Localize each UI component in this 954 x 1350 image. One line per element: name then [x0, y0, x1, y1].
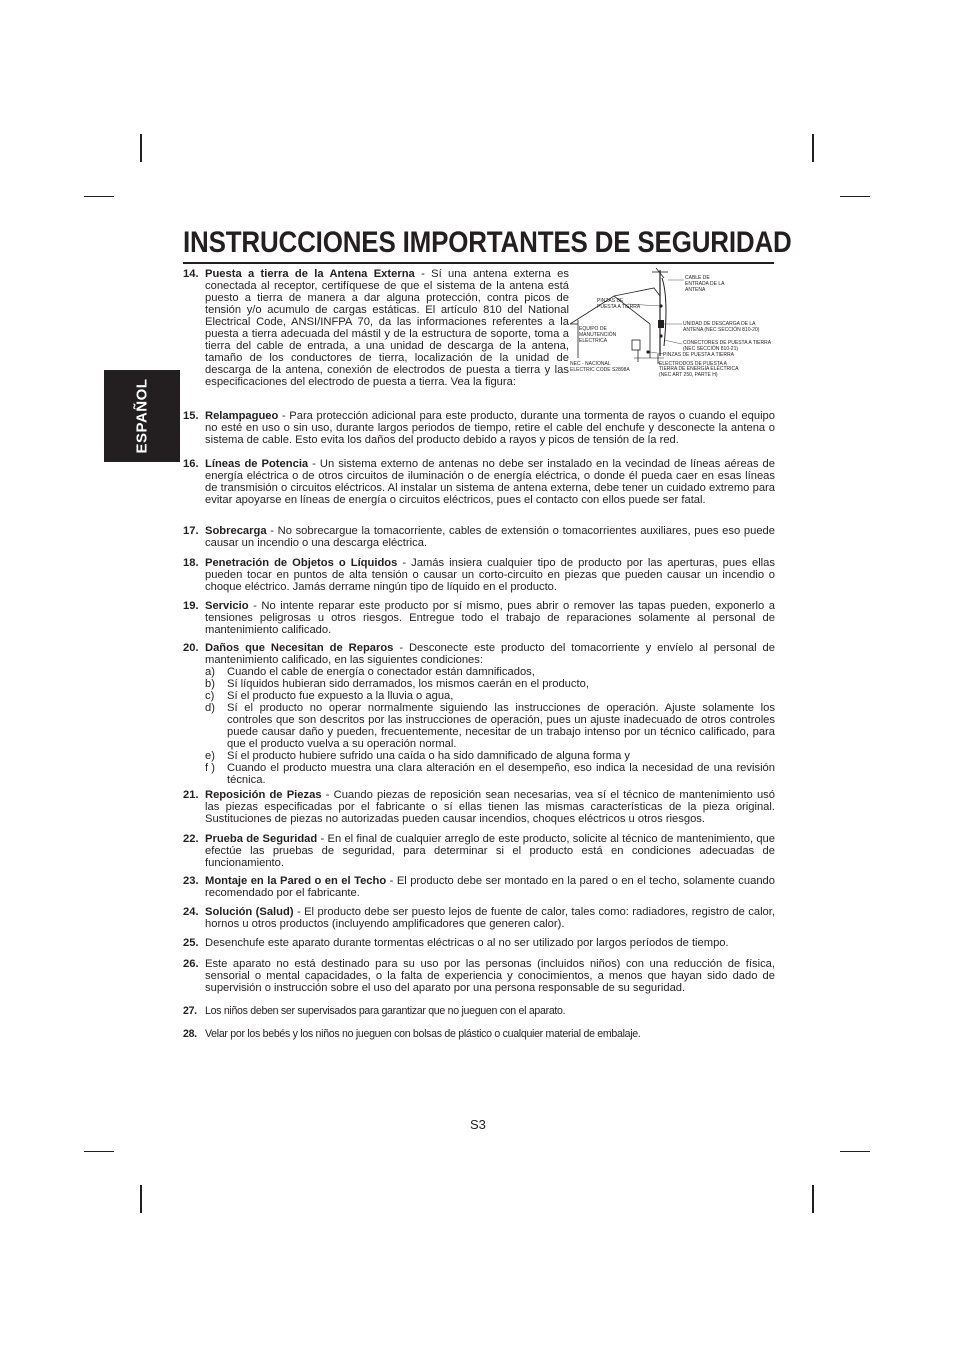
item-number: 24.: [183, 906, 199, 918]
page-number: S3: [470, 1117, 486, 1132]
item-text: Este aparato no está destinado para su uso por las personas (incluidos niños) con una reducción de física, sensorial o mental capacidades, o la falta de experiencia y conocimientos, a menos que hayan sido dado de supervisión o instrucción sobre el uso del aparato por una persona responsable de su seguridad.: [205, 958, 775, 994]
item-number: 18.: [183, 557, 199, 569]
condition-letter: b): [205, 678, 215, 690]
item-number: 19.: [183, 600, 199, 612]
diagram-label: CABLE DE: [685, 275, 710, 281]
item-body: [205, 1028, 775, 1040]
item-heading: Líneas de Potencia: [205, 458, 309, 470]
item-number: 23.: [183, 875, 199, 887]
diagram-label: ELECTRIC CODE S2898A: [570, 367, 630, 373]
diagram-label: ENTRADA DE LA: [685, 281, 725, 287]
item-text: - Sí una antena externa es conectada al receptor, certifíquese de que el sistema de la antena está puesto a tierra de manera a dar alguna protección, contra picos de tensión y/o acumulo de cargas estáticas. El artículo 810 del National Electrical Code, ANSI/INFPA 70, da las informaciones referentes a la puesta a tierra adecuada del mástil y de la estructura de soporte, toma a tierra del cable de entrada, a una unidad de descarga de la antena, tamaño de los conductores de tierra, localización de la unidad de descarga de la antena, conexión de electrodos de puesta a tierra y las especificaciones del electrodo de puesta a tierra. Vea la figura:: [205, 268, 569, 388]
condition-letter: d): [205, 702, 215, 714]
item-18: [183, 557, 775, 593]
item-text: - El producto debe ser puesto lejos de fuente de calor, tales como: radiadores, registro de calor, hornos u otros productos (incluyendo amplificadores que generen calor).: [205, 906, 775, 930]
diagram-label: CONECTORES DE PUESTA A TIERRA: [683, 340, 772, 346]
crop-mark: [140, 134, 142, 162]
crop-mark: [84, 1151, 114, 1152]
condition-c: [205, 690, 775, 702]
item-number: 14.: [183, 268, 199, 280]
item-heading: Servicio: [205, 600, 249, 612]
item-body: [205, 1005, 775, 1017]
crop-mark: [840, 196, 870, 197]
item-text: - No sobrecargue la tomacorriente, cables de extensión o tomacorrientes auxiliares, pues eso puede causar un incendio o una descarga eléctrica.: [205, 525, 775, 549]
item-number: 17.: [183, 525, 199, 537]
item-heading: Montaje en la Pared o en el Techo: [205, 875, 387, 887]
item-body: [205, 833, 775, 869]
diagram-label: ELÉCTRICA: [579, 338, 608, 344]
item-body: [205, 642, 775, 786]
item-19: [183, 600, 775, 636]
item-heading: Puesta a tierra de la Antena Externa: [205, 268, 415, 280]
crop-mark: [140, 1185, 142, 1213]
item-16: [183, 458, 775, 506]
item-number: 15.: [183, 410, 199, 422]
diagram-label: (NEC ART 250, PARTE H): [659, 372, 718, 378]
crop-mark: [840, 1151, 870, 1152]
item-text: Desenchufe este aparato durante tormentas eléctricas o al no ser utilizado por largos períodos de tiempo.: [205, 937, 729, 949]
condition-text: Cuando el cable de energía o conectador están damnificados,: [227, 666, 535, 678]
condition-text: Sí el producto hubiere sufrido una caída o ha sido damnificado de alguna forma y: [227, 750, 631, 762]
item-heading: Prueba de Seguridad: [205, 833, 318, 845]
item-text: - Cuando piezas de reposición sean necesarias, vea sí el técnico de mantenimiento usó las piezas especificadas por el fabricante o sí ellas tienen las mismas características de la pieza original. Sustituciones de piezas no autorizadas pueden causar incendios, choques eléctricos u otros riesgos.: [205, 789, 775, 825]
item-body: [205, 958, 775, 994]
diagram-label: PINZAS DE PUESTA A TIERRA: [663, 352, 734, 358]
item-body: [205, 600, 775, 636]
item-20: [183, 642, 775, 786]
crop-mark: [812, 1185, 814, 1213]
diagram-label: ANTENA (NEC SECCIÓN 810-20): [683, 327, 760, 333]
condition-letter: f ): [205, 762, 215, 774]
item-25: [183, 937, 775, 949]
diagram-label: ELECTRODOS DE PUESTA A: [659, 361, 727, 367]
diagram-label: (NEC SECCIÓN 810-21): [683, 346, 739, 352]
diagram-label: PUESTA A TIERRA: [597, 304, 641, 310]
diagram-label: TIERRA DE ENERGÍA ELÉCTRICA: [659, 366, 739, 372]
item-number: 28.: [183, 1028, 197, 1040]
item-text: - Un sistema externo de antenas no debe ser instalado en la vecindad de líneas aéreas de energía eléctrica o de otros circuitos de iluminación o de energía eléctrica, o donde él pueda caer en esas líneas de transmisión o circuitos eléctricos. Al instalar un sistema de antena externa, debe tener un cuidado extremo para evitar apoyarse en líneas de energía o circuitos eléctricos, pues el contacto con ellos puede ser fatal.: [205, 458, 775, 506]
diagram-label: ANTENA: [685, 287, 706, 293]
antenna-grounding-illustration: [568, 266, 776, 378]
condition-d: [205, 702, 775, 750]
item-24: [183, 906, 775, 930]
item-text: - En el final de cualquier arreglo de este producto, solicite al técnico de mantenimiento, que efectúe las pruebas de seguridad, para determinar si el producto está en condiciones adecuadas de funcionamiento.: [205, 833, 776, 869]
language-tab-label: ESPAÑOL: [133, 378, 151, 454]
condition-letter: a): [205, 666, 215, 678]
item-body: [205, 937, 775, 949]
diagram-label: NEC - NACIONAL: [570, 361, 611, 367]
item-17: [183, 525, 775, 549]
item-number: 26.: [183, 958, 199, 970]
condition-text: Sí el producto no operar normalmente siguiendo las instrucciones de operación. Ajuste solamente los controles que son descritos por las instrucciones de operación, pues un ajuste inadecuado de otros controles puede causar daño y pueden, frecuentemente, necesitar de un trabajo intenso por un técnico calificado, para que el producto vuelva a su operación normal.: [227, 702, 775, 750]
condition-text: Sí líquidos hubieran sido derramados, los mismos caerán en el producto,: [227, 678, 589, 690]
item-body: [205, 875, 775, 899]
antenna-grounding-diagram: [568, 266, 776, 378]
item-body: [205, 410, 775, 446]
item-26: [183, 958, 775, 994]
item-body: [205, 906, 775, 930]
item-27: [183, 1005, 775, 1017]
item-text: - Desconecte este producto del tomacorriente y envíelo al personal de mantenimiento calificado, en las siguientes condiciones:: [205, 642, 775, 666]
item-body: [205, 525, 775, 549]
item-heading: Solución (Salud): [205, 906, 294, 918]
item-text: - Para protección adicional para este producto, durante una tormenta de rayos o cuando el equipo no esté en uso o sin uso, durante largos periodos de tiempo, retire el cable del enchufe y desconecte la antena o sistema de cable. Esto evita los daños del producto debido a rayos y picos de tensión de la red.: [205, 410, 775, 446]
item-heading: Reposición de Piezas: [205, 789, 322, 801]
item-22: [183, 833, 775, 869]
item-body: [205, 458, 775, 506]
language-tab: [104, 370, 180, 462]
item-body: [205, 789, 775, 825]
item-body: [205, 557, 775, 593]
item-text: - Jamás insiera cualquier tipo de producto por las aperturas, pues ellas pueden tocar en puntos de alta tensión o causar un corto-circuito en piezas que pueden causar un incendio o choque eléctrico. Jamás derrame ningún tipo de líquido en el producto.: [205, 557, 775, 593]
item-heading: Penetración de Objetos o Líquidos: [205, 557, 398, 569]
item-number: 22.: [183, 833, 199, 845]
diagram-label: EQUIPO DE: [579, 326, 607, 332]
item-number: 25.: [183, 937, 199, 949]
diagram-label: MANUTENCIÓN: [579, 332, 617, 338]
page-title: INSTRUCCIONES IMPORTANTES DE SEGURIDAD: [183, 226, 792, 259]
condition-b: [205, 678, 775, 690]
item-15: [183, 410, 775, 446]
item-body: [205, 268, 569, 388]
item-28: [183, 1028, 775, 1040]
condition-text: Sí el producto fue expuesto a la lluvia o agua,: [227, 690, 454, 702]
item-text: - El producto debe ser montado en la pared o en el techo, solamente cuando recomendado por el fabricante.: [205, 875, 775, 899]
item-14: [183, 268, 569, 388]
condition-letter: e): [205, 750, 215, 762]
item-heading: Relampagueo: [205, 410, 279, 422]
item-heading: Daños que Necesitan de Reparos: [205, 642, 394, 654]
item-text: Velar por los bebés y los niños no jueguen con bolsas de plástico o cualquier material de embalaje.: [205, 1028, 641, 1040]
item-23: [183, 875, 775, 899]
item-text: - No intente reparar este producto por sí mismo, pues abrir o remover las tapas pueden, exponerlo a tensiones peligrosas u otros riesgos. Entregue todo el trabajo de reparaciones solamente al personal de mantenimiento calificado.: [205, 600, 775, 636]
item-number: 16.: [183, 458, 199, 470]
diagram-label: UNIDAD DE DESCARGA DE LA: [683, 321, 756, 327]
item-number: 20.: [183, 642, 199, 654]
item-21: [183, 789, 775, 825]
diagram-label: PINZAS DE: [597, 298, 624, 304]
item-text: Los niños deben ser supervisados para garantizar que no jueguen con el aparato.: [205, 1005, 566, 1017]
title-rule: [183, 262, 774, 264]
item-heading: Sobrecarga: [205, 525, 267, 537]
condition-e: [205, 750, 775, 762]
condition-a: [205, 666, 775, 678]
condition-f: [205, 762, 775, 786]
item-number: 21.: [183, 789, 199, 801]
condition-text: Cuando el producto muestra una clara alteración en el desempeño, eso indica la necesidad de una revisión técnica.: [227, 762, 775, 786]
condition-letter: c): [205, 690, 215, 702]
item-number: 27.: [183, 1005, 197, 1017]
crop-mark: [812, 134, 814, 162]
crop-mark: [84, 196, 114, 197]
